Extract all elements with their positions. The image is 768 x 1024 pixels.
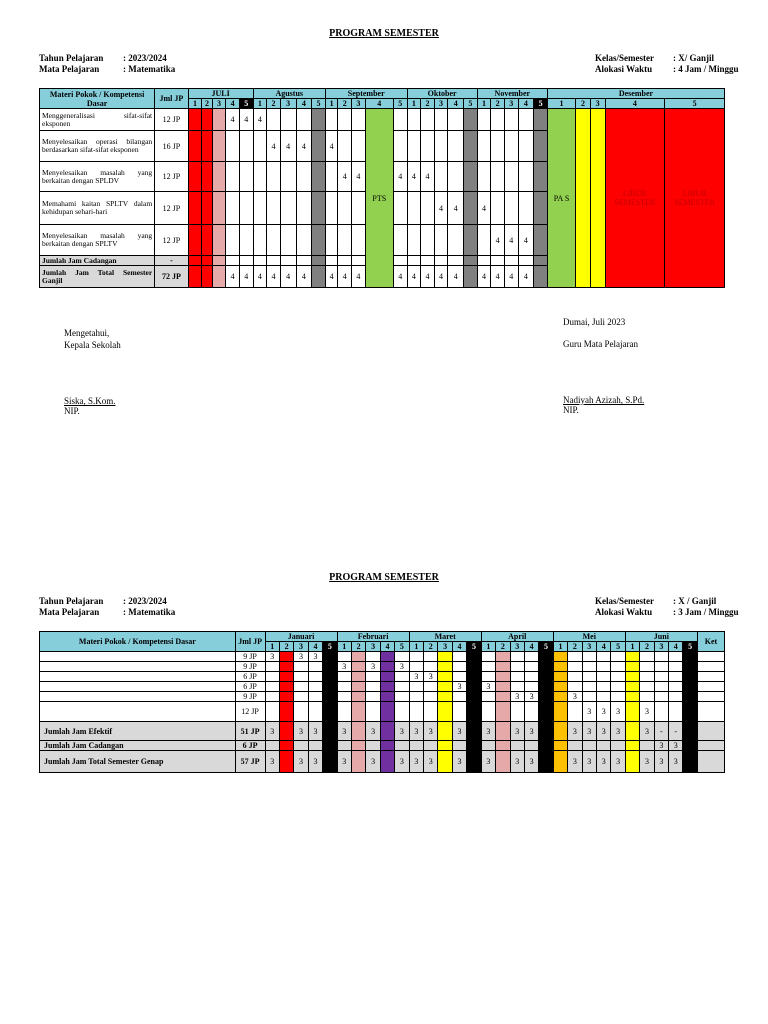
pas-label: PA S [553, 193, 570, 203]
info-right-sem2 [595, 596, 739, 618]
materi-cell: Memahami kaitan SPLTV dalam kehidupan sehari-hari [40, 192, 155, 225]
libur-block-1: LIBUR SEMESTER [605, 109, 665, 288]
total-row: Jumlah Jam Total Semester Genap 57 JP 3 3 3 3 3 3 3 3 3 3 3 3 3 3 3 3 3 3 3 [40, 751, 725, 773]
tahun-value: : 2023/2024 [123, 53, 167, 63]
alokasi-label: Alokasi Waktu [595, 607, 653, 617]
efektif-value: 51 JP [235, 722, 265, 741]
jp-cell: 12 JP [235, 702, 265, 722]
col-materi-header: Materi Pokok / Kompetensi Dasar [40, 632, 236, 652]
info-left-sem2 [39, 596, 175, 618]
month-juli: JULI [188, 89, 253, 99]
pts-block [365, 109, 393, 288]
kepala-sekolah-name: Siska, S.Kom. [64, 396, 116, 406]
jp-cell: 6 JP [235, 672, 265, 682]
table-row: Menyelesaikan masalah yang berkaitan dengan SPLDV 12 JP 4 4 4 4 4 [40, 162, 725, 192]
table-row: 6 JP 3 3 [40, 672, 725, 682]
jp-cell: 12 JP [155, 109, 189, 131]
tahun-value: : 2023/2024 [123, 596, 167, 606]
alokasi-value: : 4 Jam / Minggu [673, 64, 739, 74]
month-september: September [325, 89, 407, 99]
month-agustus: Agustus [253, 89, 325, 99]
cadangan-label: Jumlah Jam Cadangan [40, 741, 236, 751]
month-november: November [477, 89, 547, 99]
alokasi-label: Alokasi Waktu [595, 64, 653, 74]
jp-cell: 12 JP [155, 225, 189, 256]
page-title-sem2: PROGRAM SEMESTER [329, 572, 439, 583]
tahun-label: Tahun Pelajaran [39, 53, 104, 63]
materi-cell: Menyelesaikan operasi bilangan berdasarkan sifat-sifat eksponen [40, 131, 155, 162]
table-row: 6 JP 3 3 [40, 682, 725, 692]
page-title-sem1: PROGRAM SEMESTER [329, 28, 439, 39]
col-materi-header: Materi Pokok / Kompetensi Dasar [40, 89, 155, 109]
place-date-text: Dumai, Juli 2023 [563, 317, 626, 327]
col-jml-header: Jml JP [235, 632, 265, 652]
kepala-sekolah-text: Kepala Sekolah [64, 340, 121, 350]
jp-cell: 12 JP [155, 162, 189, 192]
jp-cell: 12 JP [155, 192, 189, 225]
pas-block [547, 109, 575, 288]
guru-text: Guru Mata Pelajaran [563, 339, 638, 349]
table-row: Menyelesaikan masalah yang berkaitan dengan SPLTV 12 JP 4 4 4 [40, 225, 725, 256]
table-row: 12 JP 3 3 3 3 [40, 702, 725, 722]
jp-cell: 6 JP [235, 682, 265, 692]
kepala-sekolah-nip: NIP. [64, 406, 80, 416]
total-value: 57 JP [235, 751, 265, 773]
kelas-label: Kelas/Semester [595, 596, 654, 606]
cadangan-label: Jumlah Jam Cadangan [40, 256, 155, 266]
efektif-label: Jumlah Jam Efektif [40, 722, 236, 741]
kelas-value: : X / Ganjil [673, 596, 717, 606]
cadangan-row: Jumlah Jam Cadangan 6 JP 3 3 [40, 741, 725, 751]
month-januari: Januari [265, 632, 337, 642]
jp-cell: 9 JP [235, 662, 265, 672]
cadangan-value: 6 JP [235, 741, 265, 751]
kelas-value: : X/ Ganjil [673, 53, 715, 63]
total-row: Jumlah Jam Total Semester Ganjil 72 JP 4 4 4 4 4 4 4 4 4 4 4 4 4 4 4 4 4 4 [40, 266, 725, 288]
libur-block-2: LIBUR SEMESTER [665, 109, 725, 288]
col-ket-header: Ket [697, 632, 724, 652]
month-februari: Februari [337, 632, 409, 642]
col-jml-header: Jml JP [155, 89, 189, 109]
signature-right [563, 316, 644, 416]
total-label: Jumlah Jam Total Semester Ganjil [40, 266, 155, 288]
info-left-sem1 [39, 53, 175, 75]
guru-nip: NIP. [563, 405, 579, 415]
mapel-label: Mata Pelajaran [39, 607, 100, 617]
table-row: 9 JP 3 3 3 [40, 692, 725, 702]
table-row: Menyelesaikan operasi bilangan berdasarkan sifat-sifat eksponen 16 JP 4 4 4 4 [40, 131, 725, 162]
table-row: Memahami kaitan SPLTV dalam kehidupan sehari-hari 12 JP 4 4 4 [40, 192, 725, 225]
table-row: Menggeneralisasi sifat-sifat eksponen 12 JP 4 4 4 PTS PA S LIBUR SEMESTER LIBUR SEMESTER [40, 109, 725, 131]
guru-name: Nadiyah Azizah, S.Pd. [563, 395, 645, 405]
materi-cell: Menggeneralisasi sifat-sifat eksponen [40, 109, 155, 131]
mapel-value: : Matematika [123, 607, 176, 617]
mapel-label: Mata Pelajaran [39, 64, 100, 74]
table-row: 9 JP 3 3 3 [40, 652, 725, 662]
schedule-table-sem2: Materi Pokok / Kompetensi Dasar Jml JP Januari Februari Maret April Mei Juni Ket 1 2 3 4 5 1 2 3 4 5 1 2 3 4 5 1 2 3 4 5 1 2 3 4 5 1 2 3 4 5 9 JP 3 3 3 9 JP 3 3 3 6 JP 3 3 6 JP 3 3 9 JP 3 3 3 12 JP 3 3 3 3 Jumlah Jam Efektif 51 JP 3 3 3 3 3 3 3 3 3 3 3 3 3 3 3 3 3 - - Jumlah Jam Cadangan 6 JP 3 3 Jumlah Jam Total Semester Genap 57 JP 3 3 3 3 3 3 3 3 3 3 3 3 3 3 3 3 3 3 3 [39, 631, 725, 773]
month-desember: Desember [547, 89, 724, 99]
materi-cell: Menyelesaikan masalah yang berkaitan dengan SPLTV [40, 225, 155, 256]
month-maret: Maret [409, 632, 481, 642]
alokasi-value: : 3 Jam / Minggu [673, 607, 739, 617]
pts-label: PTS [372, 193, 387, 203]
table-row: 9 JP 3 3 3 [40, 662, 725, 672]
cadangan-value: - [155, 256, 189, 266]
jp-cell: 9 JP [235, 652, 265, 662]
schedule-table-sem1: Materi Pokok / Kompetensi Dasar Jml JP JULI Agustus September Oktober November Desember 1 2 3 4 5 1 2 3 4 5 1 2 3 4 5 1 2 3 4 5 1 2 3 4 5 1 2 3 4 5 Menggeneralisasi sifat-sifat eksponen 12 JP 4 4 4 PTS PA S LIBUR SEMESTER LIBUR SEMESTER Menyelesaikan operasi bilangan berdasarkan sifat-sifat eksponen 16 JP 4 4 4 4 Menyelesaikan masalah yang berkaitan dengan SPLDV 12 JP 4 4 4 4 4 Memahami kaitan SPLTV dalam kehidupan sehari-hari 12 JP 4 4 4 Menyelesaikan masalah yang berkaitan dengan SPLTV 12 JP 4 4 4 Jumlah Jam Cadangan - Jumlah Jam Total Semester Ganjil 72 JP 4 4 4 4 4 4 4 4 4 4 4 4 4 4 4 4 4 4 [39, 88, 725, 288]
jp-cell: 9 JP [235, 692, 265, 702]
mapel-value: : Matematika [123, 64, 176, 74]
month-oktober: Oktober [407, 89, 477, 99]
signature-left [64, 327, 121, 417]
materi-cell: Menyelesaikan masalah yang berkaitan dengan SPLDV [40, 162, 155, 192]
efektif-row: Jumlah Jam Efektif 51 JP 3 3 3 3 3 3 3 3 3 3 3 3 3 3 3 3 3 - - [40, 722, 725, 741]
month-april: April [481, 632, 553, 642]
info-right-sem1 [595, 53, 739, 75]
kelas-label: Kelas/Semester [595, 53, 654, 63]
mengetahui-text: Mengetahui, [64, 328, 110, 338]
jp-cell: 16 JP [155, 131, 189, 162]
month-mei: Mei [553, 632, 625, 642]
total-value: 72 JP [155, 266, 189, 288]
total-label: Jumlah Jam Total Semester Genap [40, 751, 236, 773]
tahun-label: Tahun Pelajaran [39, 596, 104, 606]
month-juni: Juni [625, 632, 697, 642]
